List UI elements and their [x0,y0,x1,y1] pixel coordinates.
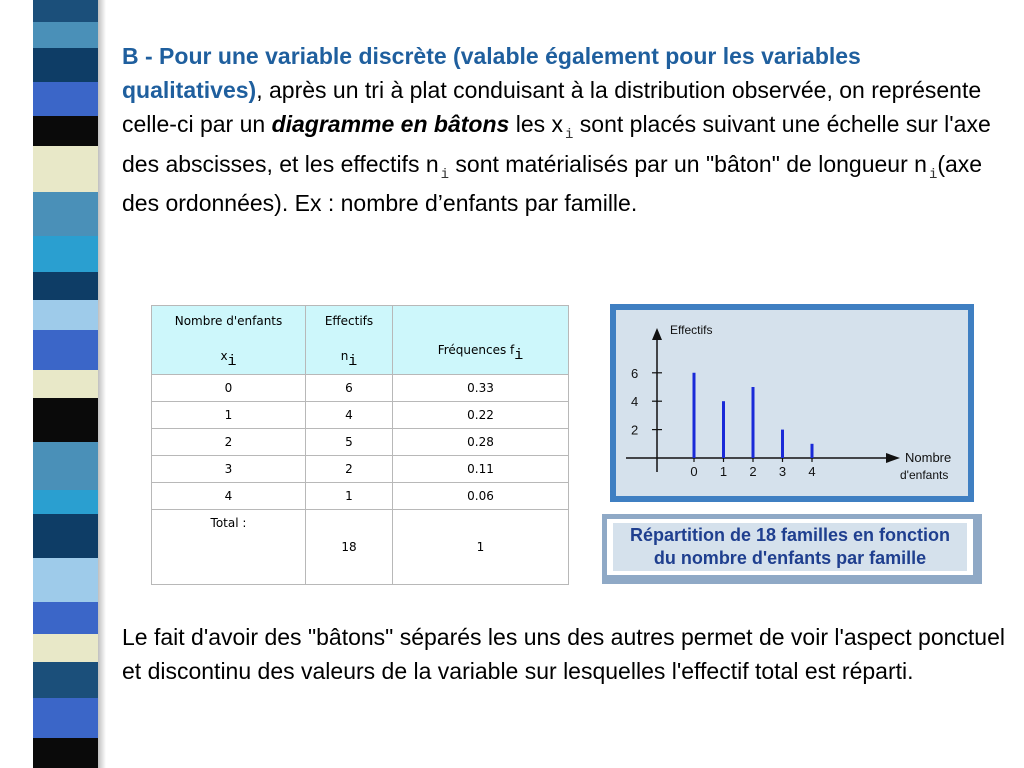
table-row [152,456,569,483]
y-axis-label: Effectifs [670,323,713,337]
text-span: (axe des ordonnées). Ex : nombre d’enfants par famille. [122,150,983,216]
table-row [152,429,569,456]
header-title: Effectifs [324,314,374,328]
header-frequences [393,306,569,375]
table-row [152,483,569,510]
header-symbol: ni [340,349,358,370]
y-tick-label: 2 [631,422,639,438]
cell-x: 3 [152,456,306,483]
cell-x: 4 [152,483,306,510]
x-tick-label: 0 [690,464,698,479]
emphasis-term: diagramme en bâtons [271,111,510,138]
cell-n: 6 [306,375,393,402]
subscript: i [565,127,574,144]
conclusion-paragraph: Le fait d'avoir des "bâtons" séparés les uns des autres permet de voir l'aspect ponctuel et discontinu des valeurs de la variable sur lesquelles l'effectif total est réparti. [122,624,1005,685]
decorative-stripe [0,0,120,768]
x-tick-label: 1 [719,464,728,479]
cell-f: 0.11 [393,456,569,483]
header-symbol: xi [220,349,237,370]
chart-caption [606,518,974,576]
text-span: , après un tri à plat conduisant à la distribution observée, on représente celle-ci par un [122,77,982,138]
cell-f: 0.28 [393,429,569,456]
text-span: sont matérialisés par un "bâton" de longueur n [449,150,927,177]
subscript: i [440,166,450,183]
text-span: sont placés suivant une échelle sur l'axe des abscisses, et les effectifs n [122,111,991,177]
x-tick-label: 4 [808,464,816,479]
caption-line-1: Répartition de 18 familles en fonction [629,525,951,545]
cell-n: 4 [306,402,393,429]
frequency-table [151,305,569,585]
text-span: les x [509,111,563,138]
stick-chart [616,310,968,496]
cell-f: 0.33 [393,375,569,402]
chart-panel [616,310,968,496]
total-f: 1 [393,510,569,585]
table-row [152,375,569,402]
cell-x: 1 [152,402,306,429]
table-total-row [152,510,569,585]
x-axis-label-line2: d'enfants [900,468,949,482]
intro-paragraph [122,39,1007,220]
cell-f: 0.06 [393,483,569,510]
table-header-row [152,306,569,375]
x-tick-label: 2 [749,464,757,479]
y-tick-label: 6 [631,365,639,381]
x-axis-arrow [886,453,900,463]
cell-n: 2 [306,456,393,483]
x-axis-label-line1: Nombre [905,450,952,465]
cell-x: 0 [152,375,306,402]
subscript: i [928,166,938,183]
x-tick-label: 3 [778,464,787,479]
total-label: Total : [152,510,306,585]
total-n: 18 [306,510,393,585]
header-title: Nombre d'enfants [174,314,283,328]
cell-x: 2 [152,429,306,456]
cell-n: 1 [306,483,393,510]
table-row [152,402,569,429]
section-heading: B - Pour une variable discrète (valable également pour les variables qualitatives) [122,43,861,104]
header-nombre-enfants [152,306,306,375]
cell-f: 0.22 [393,402,569,429]
header-title: Fréquences fi [437,343,524,364]
y-tick-label: 4 [631,394,639,410]
cell-n: 5 [306,429,393,456]
caption-line-2: du nombre d'enfants par famille [653,548,927,568]
y-axis-arrow [652,328,662,340]
header-effectifs [306,306,393,375]
